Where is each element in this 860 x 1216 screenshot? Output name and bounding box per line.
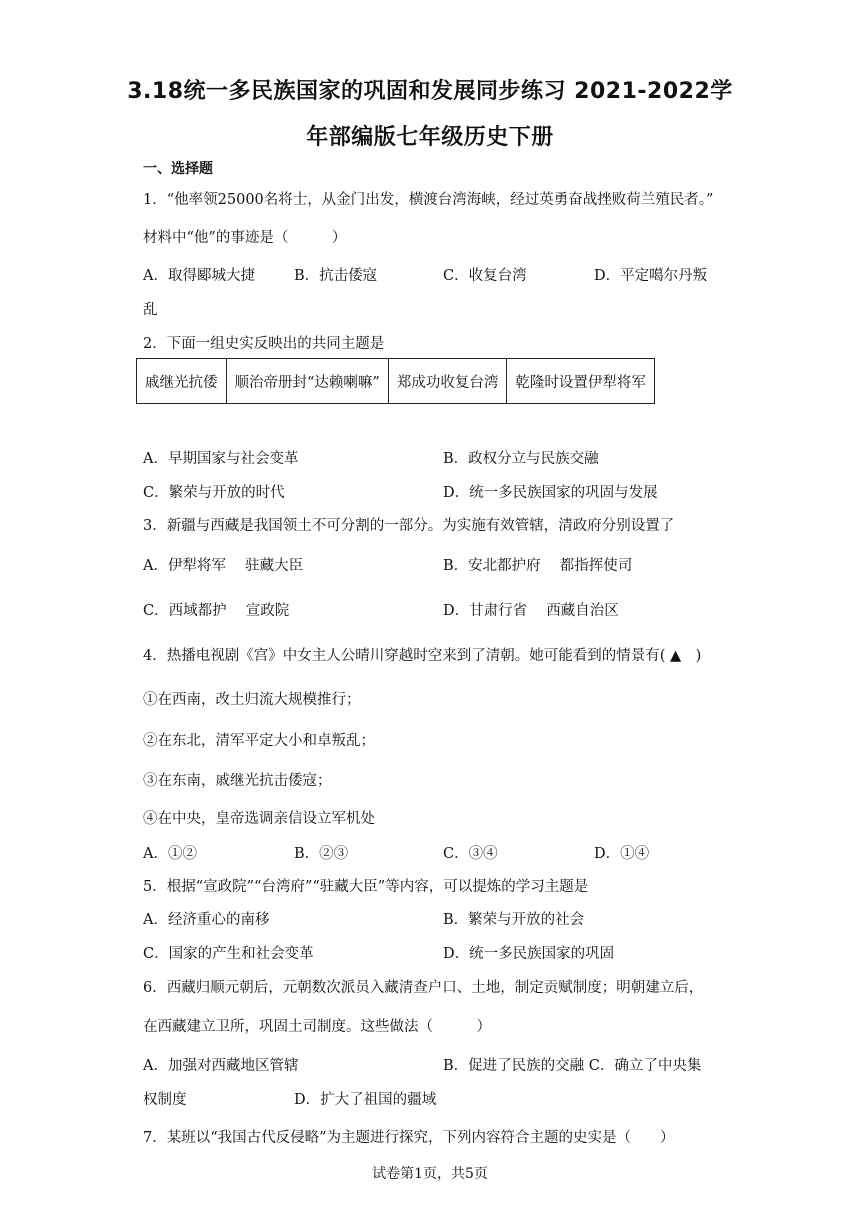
q1-option-d: D．平定噶尔丹叛 [594, 268, 708, 284]
q4-option-d: D．①④ [594, 846, 650, 862]
q6-stem-line1: 6．西藏归顺元朝后，元朝数次派员入藏清查户口、土地，制定贡赋制度；明朝建立后， [143, 980, 704, 996]
q3-option-b: B．安北都护府 都指挥使司 [443, 558, 633, 574]
q7-stem: 7．某班以“我国古代反侵略”为主题进行探究，下列内容符合主题的史实是（ ） [143, 1130, 675, 1146]
q4-item-2: ②在东北，清军平定大小和卓叛乱； [143, 733, 375, 749]
q2-fact-cell: 郑成功收复台湾 [388, 359, 507, 404]
q1-stem-line1: 1．“他率领25000名将士，从金门出发，横渡台湾海峡，经过英勇奋战挫败荷兰殖民者。” [143, 192, 714, 208]
title-line-1: 3.18统一多民族国家的巩固和发展同步练习 2021-2022学 [127, 79, 733, 104]
q6-option-a: A．加强对西藏地区管辖 [143, 1058, 299, 1074]
q1-option-c: C．收复台湾 [443, 268, 527, 284]
q6-option-bc: B．促进了民族的交融 C．确立了中央集 [443, 1058, 702, 1074]
q4-stem: 4．热播电视剧《宫》中女主人公晴川穿越时空来到了清朝。她可能看到的情景有( ▲ ) [143, 648, 702, 664]
q6-option-d: D．扩大了祖国的疆域 [294, 1092, 437, 1108]
q2-facts-table [136, 358, 655, 404]
q6-stem-line2: 在西藏建立卫所，巩固土司制度。这些做法（ ） [143, 1019, 491, 1035]
q4-option-b: B．②③ [294, 846, 349, 862]
q5-option-d: D．统一多民族国家的巩固 [443, 946, 615, 962]
title-line-2: 年部编版七年级历史下册 [306, 125, 554, 150]
q1-option-d-wrap: 乱 [143, 302, 158, 318]
q4-item-4: ④在中央，皇帝选调亲信设立军机处 [143, 811, 375, 827]
q2-fact-cell: 乾隆时设置伊犁将军 [507, 359, 655, 404]
q4-item-3: ③在东南，戚继光抗击倭寇； [143, 773, 332, 789]
q5-option-a: A．经济重心的南移 [143, 912, 270, 928]
q5-option-b: B．繁荣与开放的社会 [443, 912, 585, 928]
q4-option-c: C．③④ [443, 846, 498, 862]
q2-option-a: A．早期国家与社会变革 [143, 451, 299, 467]
q3-option-d: D．甘肃行省 西藏自治区 [443, 603, 619, 619]
q6-option-c-wrap: 权制度 [143, 1092, 187, 1108]
q2-option-d: D．统一多民族国家的巩固与发展 [443, 485, 658, 501]
q4-item-1: ①在西南，改土归流大规模推行； [143, 692, 361, 708]
q3-stem: 3．新疆与西藏是我国领土不可分割的一部分。为实施有效管辖，清政府分别设置了 [143, 518, 675, 534]
q1-option-a: A．取得郾城大捷 [143, 268, 255, 284]
q2-option-b: B．政权分立与民族交融 [443, 451, 599, 467]
page-footer: 试卷第1页，共5页 [372, 1166, 488, 1182]
section-heading: 一、选择题 [143, 161, 213, 177]
q5-option-c: C．国家的产生和社会变革 [143, 946, 314, 962]
q2-stem: 2．下面一组史实反映出的共同主题是 [143, 336, 385, 352]
q4-option-a: A．①② [143, 846, 197, 862]
q5-stem: 5．根据“宣政院”“台湾府”“驻藏大臣”等内容，可以提炼的学习主题是 [143, 879, 589, 895]
q3-option-a: A．伊犁将军 驻藏大臣 [143, 558, 304, 574]
q2-fact-cell: 戚继光抗倭 [137, 359, 227, 404]
q1-option-b: B．抗击倭寇 [294, 268, 378, 284]
q2-fact-cell: 顺治帝册封“达赖喇嘛” [226, 359, 388, 404]
q3-option-c: C．西域都护 宣政院 [143, 603, 290, 619]
q1-stem-line2: 材料中“他”的事迹是（ ） [143, 230, 347, 246]
q2-option-c: C．繁荣与开放的时代 [143, 485, 285, 501]
